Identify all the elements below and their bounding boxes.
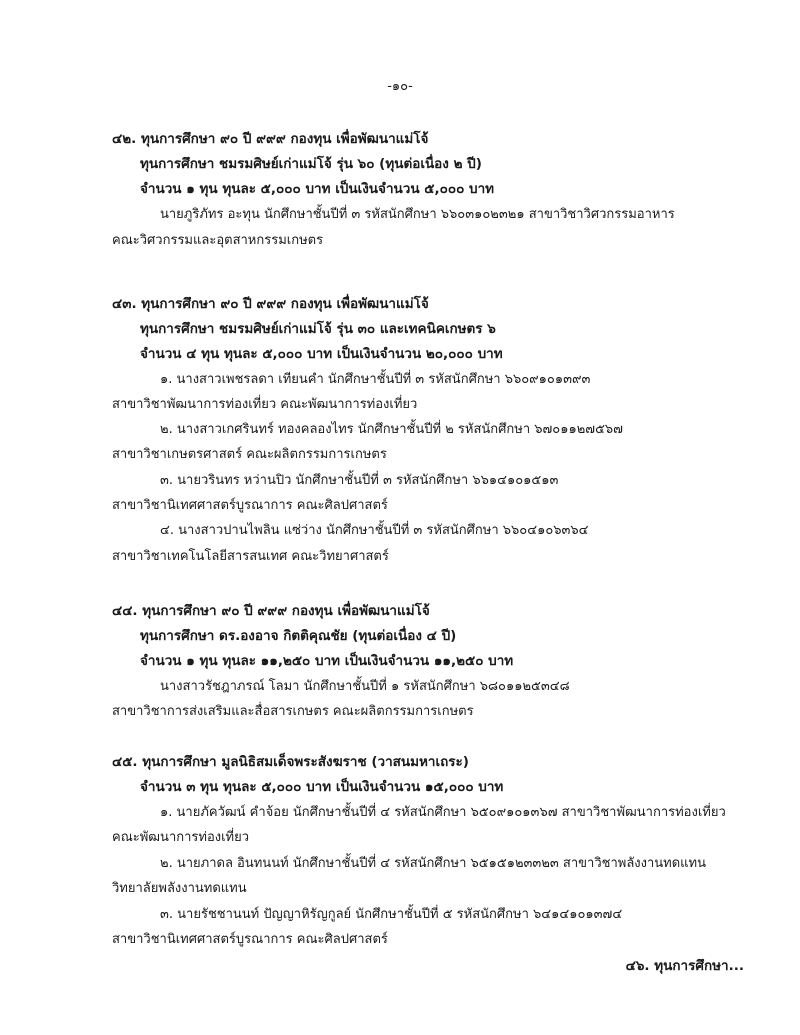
page-number: -๑๐- — [387, 79, 413, 94]
section-43-recipient-3-line1: ๓. นายวรินทร หว่านปิว นักศึกษาชั้นปีที่ ๓ รหัสนักศึกษา ๖๖๑๔๑๐๑๕๑๓ — [160, 473, 559, 488]
section-45-recipient-1-line2: คณะพัฒนาการท่องเที่ยว — [112, 830, 250, 845]
section-43-heading: ๔๓. ทุนการศึกษา ๙๐ ปี ๙๙๙ กองทุน เพื่อพัฒนาแม่โจ้ — [112, 296, 429, 312]
section-42-subtitle: ทุนการศึกษา ชมรมศิษย์เก่าแม่โจ้ รุ่น ๖๐ (ทุนต่อเนื่อง ๒ ปี) — [140, 156, 482, 172]
section-43-recipient-2-line1: ๒. นางสาวเกศรินทร์ ทองคลองไทร นักศึกษาชั้นปีที่ ๒ รหัสนักศึกษา ๖๗๐๑๑๒๗๕๖๗ — [160, 422, 623, 437]
section-43-recipient-3-line2: สาขาวิชานิเทศศาสตร์บูรณาการ คณะศิลปศาสตร์ — [112, 498, 388, 513]
section-45-recipient-2-line2: วิทยาลัยพลังงานทดแทน — [112, 881, 247, 896]
section-44-heading: ๔๔. ทุนการศึกษา ๙๐ ปี ๙๙๙ กองทุน เพื่อพัฒนาแม่โจ้ — [112, 603, 430, 619]
section-43-recipient-4-line2: สาขาวิชาเทคโนโลยีสารสนเทศ คณะวิทยาศาสตร์ — [112, 549, 389, 564]
section-42-heading: ๔๒. ทุนการศึกษา ๙๐ ปี ๙๙๙ กองทุน เพื่อพัฒนาแม่โจ้ — [112, 131, 429, 147]
section-45-recipient-3-line2: สาขาวิชานิเทศศาสตร์บูรณาการ คณะศิลปศาสตร์ — [112, 932, 388, 947]
section-43-recipient-1-line1: ๑. นางสาวเพชรลดา เทียนคำ นักศึกษาชั้นปีที่ ๓ รหัสนักศึกษา ๖๖๐๙๑๐๑๓๙๓ — [160, 372, 591, 387]
section-42-recipient-1-line1: นายภูริภัทร อะทุน นักศึกษาชั้นปีที่ ๓ รหัสนักศึกษา ๖๖๐๓๑๐๒๓๒๑ สาขาวิชาวิศวกรรมอาหาร — [160, 207, 675, 222]
section-42-recipient-1-line2: คณะวิศวกรรมและอุตสาหกรรมเกษตร — [112, 233, 324, 248]
section-45-recipient-3-line1: ๓. นายรัชชานนท์ ปัญญาหิรัญกูลย์ นักศึกษาชั้นปีที่ ๕ รหัสนักศึกษา ๖๔๑๔๑๐๑๓๗๔ — [160, 907, 623, 922]
section-43-recipient-1-line2: สาขาวิชาพัฒนาการท่องเที่ยว คณะพัฒนาการท่องเที่ยว — [112, 397, 418, 412]
section-43-recipient-2-line2: สาขาวิชาเกษตรศาสตร์ คณะผลิตกรรมการเกษตร — [112, 447, 387, 462]
continuation-text: ๔๖. ทุนการศึกษา... — [625, 958, 744, 974]
section-42-amount: จำนวน ๑ ทุน ทุนละ ๕,๐๐๐ บาท เป็นเงินจำนวน ๕,๐๐๐ บาท — [140, 181, 495, 197]
section-43-amount: จำนวน ๔ ทุน ทุนละ ๕,๐๐๐ บาท เป็นเงินจำนวน ๒๐,๐๐๐ บาท — [140, 346, 503, 362]
section-44-recipient-1-line1: นางสาวรัชฎาภรณ์ โลมา นักศึกษาชั้นปีที่ ๑ รหัสนักศึกษา ๖๘๐๑๑๒๕๓๔๘ — [160, 679, 570, 694]
section-45-recipient-2-line1: ๒. นายภาดล อินทนนท์ นักศึกษาชั้นปีที่ ๔ รหัสนักศึกษา ๖๕๑๕๑๒๓๓๒๓ สาขาวิชาพลังงานทดแทน — [160, 856, 707, 871]
section-45-recipient-1-line1: ๑. นายภัควัฒน์ คำจ้อย นักศึกษาชั้นปีที่ ๔ รหัสนักศึกษา ๖๕๐๙๑๐๑๓๖๗ สาขาวิชาพัฒนาการท่องเที่ยว — [160, 805, 726, 820]
section-43-subtitle: ทุนการศึกษา ชมรมศิษย์เก่าแม่โจ้ รุ่น ๓๐ และเทคนิคเกษตร ๖ — [140, 321, 496, 337]
section-44-recipient-1-line2: สาขาวิชาการส่งเสริมและสื่อสารเกษตร คณะผลิตกรรมการเกษตร — [112, 704, 474, 719]
section-43-recipient-4-line1: ๔. นางสาวปานไพลิน แซ่ว่าง นักศึกษาชั้นปีที่ ๓ รหัสนักศึกษา ๖๖๐๔๑๐๖๓๖๔ — [160, 523, 589, 538]
section-44-amount: จำนวน ๑ ทุน ทุนละ ๑๑,๒๕๐ บาท เป็นเงินจำนวน ๑๑,๒๕๐ บาท — [140, 653, 514, 669]
section-45-heading: ๔๕. ทุนการศึกษา มูลนิธิสมเด็จพระสังฆราช (วาสนมหาเถระ) — [112, 754, 469, 770]
section-44-subtitle: ทุนการศึกษา ดร.องอาจ กิตติคุณชัย (ทุนต่อเนื่อง ๔ ปี) — [140, 628, 457, 644]
section-45-amount: จำนวน ๓ ทุน ทุนละ ๕,๐๐๐ บาท เป็นเงินจำนวน ๑๕,๐๐๐ บาท — [140, 779, 504, 795]
